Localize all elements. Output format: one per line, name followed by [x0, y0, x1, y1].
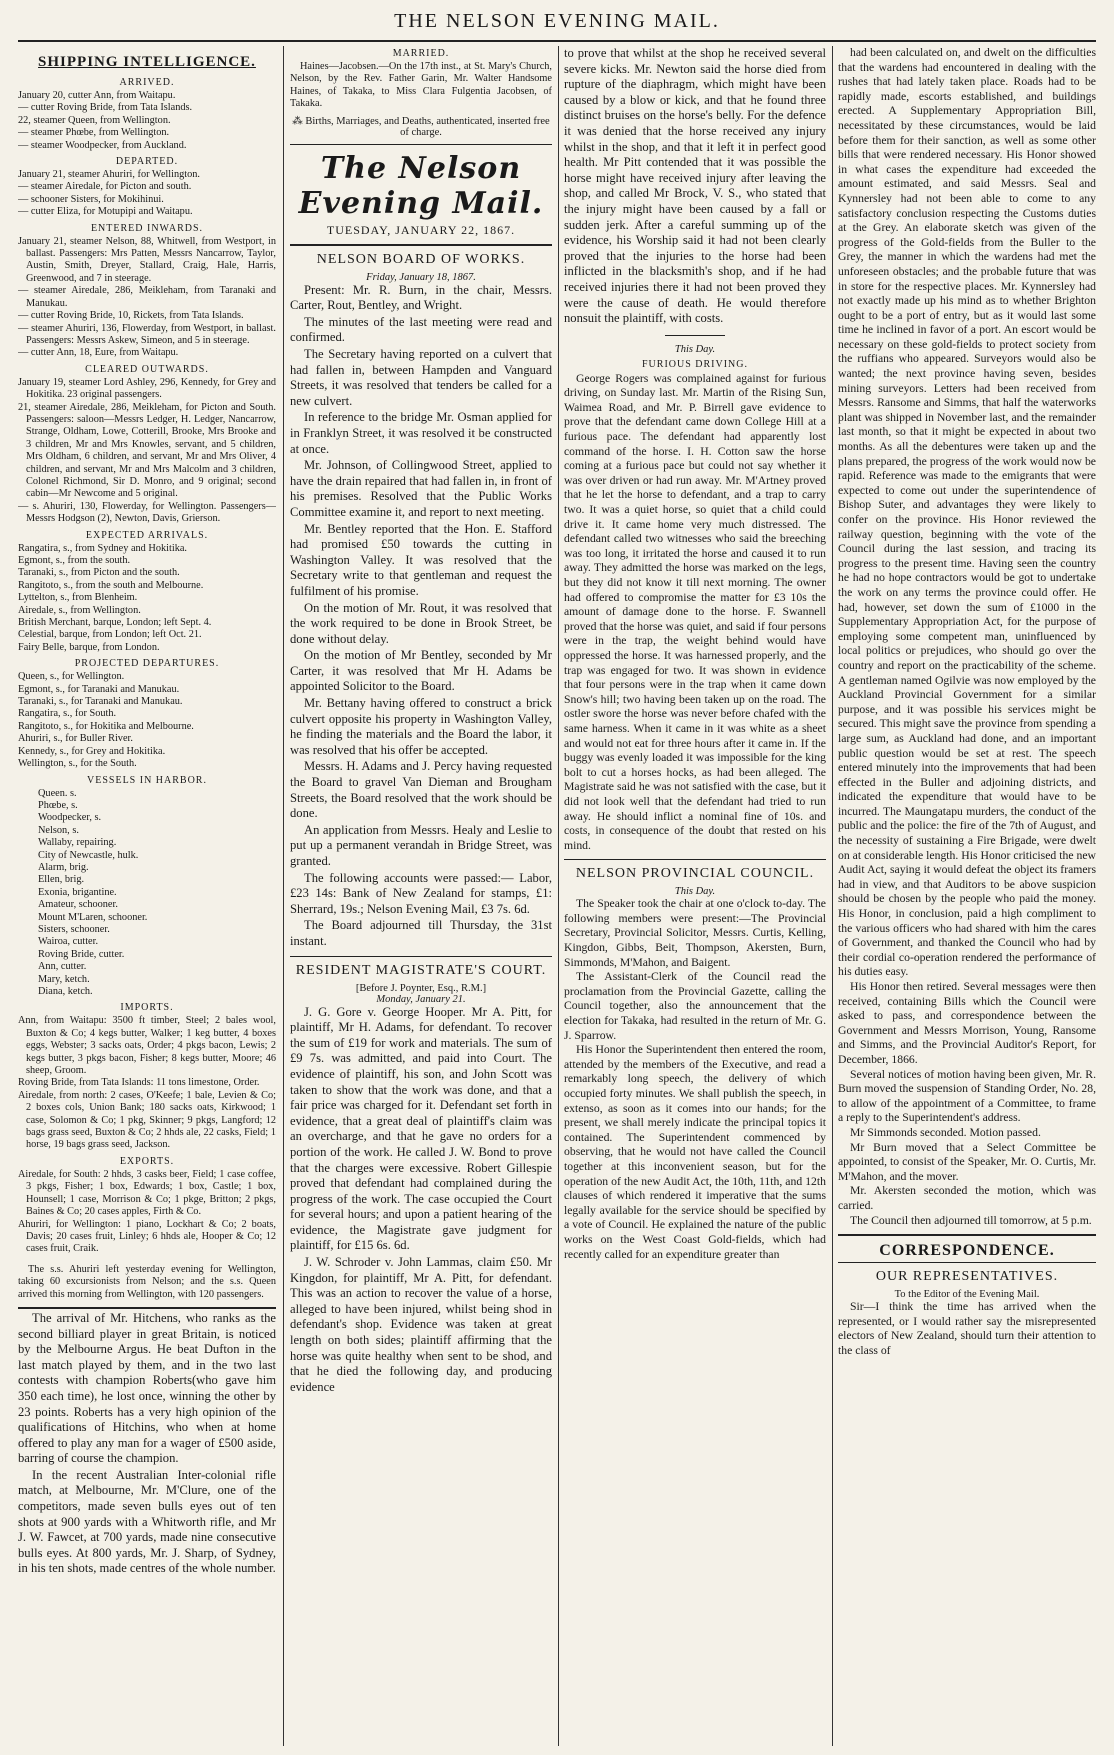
list-item: Queen, s., for Wellington.	[18, 671, 125, 683]
list-item: — cutter Roving Bride, 10, Rickets, from Tata Islands.	[18, 310, 244, 322]
expected-label: EXPECTED ARRIVALS.	[85, 529, 209, 541]
list-item: Wallaby, repairing.	[38, 837, 117, 849]
list-item: January 21, steamer Ahuriri, for Wellington.	[18, 169, 200, 181]
paragraph: Mr Burn moved that a Select Committee be appointed, to consist of the Speaker, Mr. O. Curtis, Mr. M'Mahon, and the mover.	[838, 1140, 1096, 1183]
paragraph: The Secretary having reported on a culvert that had fallen in, between Hampden and Vanguard Streets, it was resolved that tenders be called for a new culvert.	[290, 347, 552, 408]
list-item: Woodpecker, s.	[38, 812, 102, 824]
billiards-article	[18, 1311, 276, 1577]
paragraph: J. G. Gore v. George Hooper. Mr A. Pitt, for plaintiff, Mr H. Adams, for defendant. To recover the sum of £19 for work and materials. The sum of £9 7s. was admitted, and paid into Court. The evidence of plaintiff, his son, and John Scott was taken to show that the work was done, and that a fair price was charged for it. Defendant set forth in evidence, that a great deal of plaintiff's claim was an overcharge, and that he gave no orders for a portion of the work. He called J. W. Bond to prove that the charges were excessive. Robert Gillespie proved that defendant had complained during the progress of the work. The case occupied the Court for several hours; and upon a patient hearing of the evidence, the Magistrate gave judgment for plaintiff, for £15 6s. 6d.	[290, 1004, 552, 1253]
list-item: Wellington, s., for the South.	[18, 758, 137, 770]
this-day-label: This Day.	[674, 343, 716, 355]
departed-list	[18, 169, 276, 219]
list-item: Mount M'Laren, schooner.	[38, 911, 148, 923]
list-item: Roving Bride, from Tata Islands: 11 tons limestone, Order.	[18, 1077, 260, 1089]
harbor-list	[18, 788, 276, 999]
list-item: Airedale, for South: 2 hhds, 3 casks beer, Field; 1 case coffee, 3 pkgs, Fisher; 1 box, Edwards; 1 box, Castle; 1 box, Hounsell; 1 case, Morrison & Co; 1 pkge, Britton; 2 pkgs, Baines & Co; 20 cases apples, Firth & Co.	[18, 1168, 276, 1218]
list-item: — steamer Woodpecker, from Auckland.	[18, 139, 187, 151]
list-item: Rangatira, s., from Sydney and Hokitika.	[18, 542, 188, 554]
departed-label: DEPARTED.	[115, 156, 179, 168]
column-divider	[283, 46, 284, 1746]
list-item: Alarm, brig.	[38, 861, 89, 873]
divider	[290, 144, 552, 145]
paragraph: Several notices of motion having been given, Mr. R. Burn moved the suspension of Standing Order, No. 28, to allow of the appointment of a Committee, to frame a reply to the Superintendent's address.	[838, 1067, 1096, 1125]
imports-list	[18, 1015, 276, 1151]
column-divider	[832, 46, 833, 1746]
list-item: Egmont, s., for Taranaki and Manukau.	[18, 683, 180, 695]
list-item: Fairy Belle, barque, from London.	[18, 641, 160, 653]
paragraph: His Honor then retired. Several messages were then received, containing Bills which the Council were asked to pass, and correspondence between the Government and Messrs Morrison, Young, Ransome and Simms, and the Provincial Auditor's Report, for December, 1866.	[838, 980, 1096, 1066]
list-item: Taranaki, s., for Taranaki and Manukau.	[18, 696, 183, 708]
list-item: Ahuriri, s., for Buller River.	[18, 733, 133, 745]
cleared-label: CLEARED OUTWARDS.	[85, 363, 209, 375]
list-item: Rangitoto, s., from the south and Melbourne.	[18, 579, 204, 591]
list-item: — steamer Ahuriri, 136, Flowerday, from Westport, in ballast. Passengers: Messrs Askew, Simeon, and 5 in steerage.	[18, 322, 276, 346]
paragraph: On the motion of Mr. Rout, it was resolved that the work required to be done in Brook Street, be done without delay.	[290, 600, 552, 646]
list-item: Amateur, schooner.	[38, 899, 118, 911]
list-item: Airedale, s., from Wellington.	[18, 604, 141, 616]
paragraph: Present: Mr. R. Burn, in the chair, Messrs. Carter, Rout, Bentley, and Wright.	[290, 282, 552, 313]
council-day: This Day.	[674, 886, 716, 898]
divider	[838, 1234, 1096, 1236]
list-item: — steamer Airedale, 286, Meikleham, from Taranaki and Manukau.	[18, 285, 276, 309]
list-item: — cutter Ann, 18, Eure, from Waitapu.	[18, 347, 179, 359]
council-continued	[838, 46, 1096, 1228]
list-item: January 19, steamer Lord Ashley, 296, Kennedy, for Grey and Hokitika. 23 original passengers.	[18, 376, 276, 401]
list-item: Roving Bride, cutter.	[38, 948, 125, 960]
list-item: Airedale, from north: 2 cases, O'Keefe; 1 bale, Levien & Co; 2 boxes cols, Union Bank; 180 sacks oats, Kirkwood; 1 case, Solomon & Co; 1 pkg, Skinner; 9 pkgs, Langford; 12 bags grass seed, Buxton & Co; 2 hhds ale, 22 casks, Field; 1 horse, 19 bags grass seed, Jackson.	[18, 1089, 276, 1151]
correspondence-addressee: To the Editor of the Evening Mail.	[894, 1289, 1040, 1301]
paragraph: The following accounts were passed:— Labor, £23 14s: Bank of New Zealand for stamps, £1: Sherrard, 19s.; Nelson Evening Mail, £3 7s. 6d.	[290, 870, 552, 916]
arrived-label: ARRIVED.	[119, 77, 175, 88]
list-item: Ann, from Waitapu: 3500 ft timber, Steel; 2 bales wool, Buxton & Co; 4 kegs butter, Walker; 1 keg butter, 4 boxes eggs, Webster; 3 sacks oats, Order; 4 pkgs bacon, Lewis; 2 kegs butter, 3 pkgs bacon, Fisher; 8 kegs butter, Moore; 46 sheep, Groom.	[18, 1015, 276, 1077]
divider	[838, 1262, 1096, 1263]
column-3	[564, 46, 826, 1746]
paragraph: His Honor the Superintendent then entered the room, attended by the members of the Executive, and read a remarkably long speech, the delivery of which occupied forty minutes. We shall publish the speech, in extenso, as soon as it comes into our hands; for the present, we shall merely indicate the principal topics it contained. The Superintendent commenced by observing, that he would not have called the Council together at this inconvenient season, but for the operation of the new Audit Act, the 10th, 11th, and 12th clauses of which rendered it imperative that the sums legally available for the service should be specified by a vote of Council. He explained the nature of the public works on the West Coast Gold-fields, which had recently called for an expenditure greater than	[564, 1043, 826, 1261]
paragraph: Mr. Johnson, of Collingwood Street, applied to have the drain repaired that had fallen in, in front of his premises. Resolved that the Public Works Committee examine it, and report to next meeting.	[290, 458, 552, 519]
column-4	[838, 46, 1096, 1746]
list-item: Taranaki, s., from Picton and the south.	[18, 567, 180, 579]
list-item: Celestial, barque, from London; left Oct. 21.	[18, 629, 202, 641]
correspondence-title: CORRESPONDENCE.	[879, 1242, 1055, 1260]
list-item: Diana, ketch.	[38, 986, 93, 997]
paragraph: An application from Messrs. Healy and Leslie to put up a permanent verandah in Bridge Street, was granted.	[290, 822, 552, 868]
paper-title: The Nelson Evening Mail.	[298, 150, 544, 221]
column-1	[18, 46, 276, 1746]
list-item: — schooner Sisters, for Mokihinui.	[18, 193, 164, 205]
column-divider	[558, 46, 559, 1746]
list-item: — s. Ahuriri, 130, Flowerday, for Wellington. Passengers—Messrs Hodgson (2), Newton, Davis, Grierson.	[18, 500, 276, 525]
paragraph: The Speaker took the chair at one o'clock to-day. The following members were present:—The Provincial Secretary, Provincial Solicitor, Messrs. Curtis, Kelling, Kingdon, Gibbs, Beit, Thompson, Akersten, Burn, Simmonds, M'Mahon, and Baigent.	[564, 897, 826, 969]
shipping-title: SHIPPING INTELLIGENCE.	[38, 54, 256, 70]
furious-title: FURIOUS DRIVING.	[641, 358, 748, 370]
paragraph: The Council then adjourned till tomorrow, at 5 p.m.	[850, 1213, 1092, 1227]
married-notice: ⁂ Births, Marriages, and Deaths, authenticated, inserted free of charge.	[292, 115, 550, 138]
list-item: — steamer Phœbe, from Wellington.	[18, 127, 170, 139]
paragraph: In reference to the bridge Mr. Osman applied for in Franklyn Street, it was resolved it be constructed at once.	[290, 410, 552, 456]
court-article	[290, 1005, 552, 1396]
arrived-list	[18, 90, 276, 152]
exports-list	[18, 1169, 276, 1256]
exports-label: EXPORTS.	[119, 1155, 175, 1167]
married-text: Haines—Jacobsen.—On the 17th inst., at St. Mary's Church, Nelson, by the Rev. Father Garin, Mr. Walter Handsome Haines, of Takaka, to Miss Clara Fulgentia Jacobsen, of Takaka.	[290, 61, 552, 110]
list-item: Phœbe, s.	[38, 799, 78, 811]
entered-list	[18, 236, 276, 360]
court-before: [Before J. Poynter, Esq., R.M.]	[355, 982, 487, 994]
court-continued: to prove that whilst at the shop he received several severe kicks. Mr. Newton said the horse died from rupture of the diaphragm, which might have been caused by a blow or kick, and that he found three distinct bruises on the horse's belly. For the defence it was denied that the horse received any injury whilst in the shop, and that it left it in perfect good health. Mr Pitt contended that it was possible the horse might have received injury after leaving the shop, and called Mr Brock, V. S., who stated that the injury might have been caused by a fall or sudden jerk. After a careful summing up of the evidence, his Worship said it had not been clearly proved that the injuries to the horse had been inflicted in the blacksmith's shop, and if he had received injuries there it had not been proved they were the cause of death. He would therefore nonsuit the plaintiff, with costs.	[564, 46, 826, 326]
list-item: Exonia, brigantine.	[38, 886, 117, 898]
list-item: 21, steamer Airedale, 286, Meikleham, for Picton and South. Passengers: saloon—Messrs Ledger, H. Ledger, Nancarrow, Strange, Oldham, Lowe, Cotterill, Brooke, Mrs Brooke and 3 children, Mr and Mrs Knowles, servant, and 5 children, Mrs Oldham, 6 children, and servant, Mr and Mrs Oliver, 4 children, and servant, Mr and Mrs Malcolm and 3 children, Colonel Richmond, Sir D. Monro, and 9 original; second cabin—Mr Newcome and 5 original.	[18, 401, 276, 500]
shipping-note: The s.s. Ahuriri left yesterday evening for Wellington, taking 60 excursionists from Nelson; and the s.s. Queen arrived this morning from Wellington, with 120 passengers.	[18, 1263, 276, 1300]
list-item: Sisters, schooner.	[38, 923, 110, 935]
list-item: Rangitoto, s., for Hokitika and Melbourne.	[18, 720, 194, 732]
divider	[564, 859, 826, 860]
divider	[290, 956, 552, 957]
expected-list	[18, 543, 276, 655]
entered-label: ENTERED INWARDS.	[90, 222, 204, 234]
paragraph: The Board adjourned till Thursday, the 31st instant.	[290, 918, 552, 948]
divider	[665, 335, 725, 336]
furious-article: George Rogers was complained against for furious driving, on Sunday last. Mr. Martin of the Rising Sun, Waimea Road, and Mr. P. Birrell gave evidence to prove that the defendant came down College Hill at a furious pace. The defendant had apparently lost command of the horse. I. H. Cotton saw the horse coming at a furious pace but could not say whether it was over driven or had run away. Mr. M'Artney proved that he let the horse to defendant, and a trap to carry two. It was a quiet horse, so quiet that a child could drive it. It came home very much distressed. The defendant called two witnesses who said the breeching was too long, it irritated the horse and caused it to run away. They admitted the horse was marked on the legs, but they did not know it till next morning. The owner had offered to compromise the matter for £3 10s the amount of damage done to the horse. F. Swannell proved that the horse was quiet, and said if four persons were in the trap, the weight behind would have oppressed the horse. It was harnessed properly, and the trap was engaged for two. It was shown in evidence that four persons were in the trap when it came down Snow's hill; two having been taken up on the road. The ostler swore the horse was never before chafed with the same harness. When it came in it was white as a sheet and would not eat for three hours after it came in. If the buggy was evenly loaded it was impossible for the king bolt to cut a horses hocks, as had been alleged. The Magistrate said he was not satisfied with the case, but it did not look well that the defendant had tried to run away. He should inflict a nominal fine of 10s. and costs, in consequence of the doubt that rested on his mind.	[564, 371, 826, 852]
list-item: — steamer Airedale, for Picton and south.	[18, 181, 192, 193]
list-item: Egmont, s., from the south.	[18, 555, 131, 566]
court-dateline: Monday, January 21.	[376, 993, 466, 1005]
imports-label: IMPORTS.	[120, 1002, 174, 1014]
paragraph: The minutes of the last meeting were read and confirmed.	[290, 314, 552, 345]
board-dateline: Friday, January 18, 1867.	[366, 271, 476, 283]
paragraph: J. W. Schroder v. John Lammas, claim £50. Mr Kingdon, for plaintiff, Mr A. Pitt, for defendant. This was an action to recover the value of a horse, alleged to have been injured, whilst being shod in defendant's shop. Evidence was taken at great length on both sides; plaintiff affirming that the horse was quite healthy when sent to be shod, and that he died the following day, and producing evidence	[290, 1255, 552, 1394]
paragraph: In the recent Australian Inter-colonial rifle match, at Melbourne, Mr. M'Clure, one of the competitors, made seven bulls eyes out of ten shots at 900 yards with a Whitworth rifle, and Mr J. W. Fawcet, at 700 yards, made nine consecutive bulls eyes. At 800 yards, Mr. J. Sharp, of Sydney, in his ten shots, made centres of the whole number.	[18, 1467, 276, 1576]
list-item: Ahuriri, for Wellington: 1 piano, Lockhart & Co; 2 boats, Davis; 20 cases fruit, Linley; 6 hhds ale, Hooper & Co; 12 cases fruit, Craik.	[18, 1218, 276, 1255]
list-item: Kennedy, s., for Grey and Hokitika.	[18, 745, 166, 757]
council-article	[564, 897, 826, 1262]
board-article	[290, 283, 552, 950]
paragraph: The Assistant-Clerk of the Council read the proclamation from the Provincial Gazette, calling the Council together, also the announcement that the election for Takaka, had resulted in the return of Mr. G. J. Sparrow.	[564, 970, 826, 1042]
paragraph: Mr. Bentley reported that the Hon. E. Stafford had promised £50 towards the cutting in Washington Valley. It was resolved that the Secretary write to that gentleman and request the fulfilment of his promise.	[290, 521, 552, 598]
paper-date: TUESDAY, JANUARY 22, 1867.	[326, 222, 516, 237]
correspondence-letter: Sir—I think the time has arrived when the represented, or I would rather say the misrepresented electors of New Zealand, should turn their attention to the class of	[838, 1300, 1096, 1357]
list-item: Wairoa, cutter.	[38, 936, 99, 948]
harbor-label: VESSELS IN HARBOR.	[87, 774, 207, 786]
board-title: NELSON BOARD OF WORKS.	[316, 251, 526, 267]
list-item: Ann, cutter.	[38, 961, 87, 973]
list-item: January 20, cutter Ann, from Waitapu.	[18, 90, 176, 101]
list-item: 22, steamer Queen, from Wellington.	[18, 114, 171, 126]
paragraph: The arrival of Mr. Hitchens, who ranks as the second billiard player in great Britain, is noticed by the Melbourne Argus. He beat Dufton in the last match played by them, and in the two last contests with champion Roberts(who gave him 350 each time), he lost once, winning the other by 23 points. Roberts has a very high opinion of the qualifications of Hitchins, who when at home offered to play any man for a wager of £500 aside, barring of course the champion.	[18, 1310, 276, 1466]
masthead: THE NELSON EVENING MAIL.	[394, 10, 720, 32]
court-title: RESIDENT MAGISTRATE'S COURT.	[295, 962, 547, 978]
list-item: — cutter Roving Bride, from Tata Islands.	[18, 102, 193, 114]
projected-list	[18, 671, 276, 770]
paragraph: On the motion of Mr Bentley, seconded by Mr Carter, it was resolved that Mr H. Adams be appointed Solicitor to the Board.	[290, 648, 552, 694]
list-item: Mary, ketch.	[38, 973, 90, 985]
list-item: Lyttelton, s., from Blenheim.	[18, 592, 138, 604]
council-title: NELSON PROVINCIAL COUNCIL.	[575, 866, 815, 882]
list-item: January 21, steamer Nelson, 88, Whitwell, from Westport, in ballast. Passengers: Mrs Patten, Messrs Nancarrow, Taylor, Austin, Smith, Dreyer, Stallard, Craig, Hale, Harris, Greenwood, and 7 in steerage.	[18, 235, 276, 284]
projected-label: PROJECTED DEPARTURES.	[74, 658, 220, 670]
list-item: British Merchant, barque, London; left Sept. 4.	[18, 617, 212, 629]
paragraph: Mr. Bettany having offered to construct a brick culvert opposite his property in Washington Valley, he finding the materials and the Board the labor, it was resolved that his offer be accepted.	[290, 696, 552, 757]
list-item: — cutter Eliza, for Motupipi and Waitapu.	[18, 206, 193, 218]
paragraph: Messrs. H. Adams and J. Percy having requested the Board to gravel Van Dieman and Brougham Streets, the Board resolved that the work should be done.	[290, 759, 552, 821]
divider	[18, 1307, 276, 1309]
paragraph: Mr. Akersten seconded the motion, which was carried.	[838, 1184, 1096, 1212]
masthead-rule	[18, 40, 1096, 42]
list-item: Ellen, brig.	[38, 874, 85, 886]
column-2	[290, 46, 552, 1746]
cleared-list	[18, 377, 276, 526]
divider	[290, 244, 552, 246]
list-item: Queen. s.	[38, 787, 77, 799]
paragraph: had been calculated on, and dwelt on the difficulties that the wardens had encountered in dealing with the rushes that had lately taken place. Roads had to be rapidly made, escorts established, and buildings erected. A Supplementary Appropriation Bill, necessitated by these circumstances, would be laid before them for their sanction, as well as some other bills that were rendered necessary. His Honor showed in what cases the expenditure had exceeded the amount estimated, and said Messrs. Seal and Kynnersley had not been able to come to any satisfactory conclusion respecting the Customs duties at the Grey. An elaborate sketch was given of the progress of the Gold-fields from the Buller to the Grey, the manner in which the wardens had met the unforeseen obstacles; and the probable future that was in store for the respective places. Mr. Kynnersley had not exactly made up his mind as to whether Brighton ought to be a port of entry, but as it would last some time he inclined in favor of a port. An escort would be necessary on these gold-fields to protect society from the ruffians who appeared. Surveyors would also be wanted; the next province having seven, besides mining surveyors. Letters had been received from Messrs. Ransome and Simms, that half the waterworks plant was shipped in November last, and the remainder last month, so that it might be expected in about two months. As all the debentures were taken up and the plans prepared, the progress of the work would now be rapid. Reference was made to the emigrants that were expected to come out under the superintendence of Bishop Suter, and advantages they were likely to confer on the province. His Honor reviewed the railway question, beginning with the vote of the Council during the last session, and tracing its progress to the present time. Having seen the country he had no hope contractors would be got to undertake the work on any terms the province could offer. He had, however, set down the sum of £1000 in the Supplementary Appropriation Act, for the purpose of employing some competent man, uninfluenced by local politics or prejudices, who should go over the country and report on the practicability of the scheme. A gentleman named Ogilvie was now employed by the Auckland Provincial Government for a similar purpose, and it was possible his services might be secured. This might save the province from spending a large sum, as Auckland had done, and an important public question would be set at rest. The speech entered minutely into the improvements that had been effected in the Buller and adjoining districts, and indicated the expenditure that would have to be incurred. The Maungatapu murders, the conduct of the public and the police: the fire of the 7th of August, and the necessity of sustaining a Fire Brigade, were dwelt on at considerable length. His Honor criticised the new Audit Act, saying it would defeat the object its framers had in view, and that Auditors to be above suspicion should be chosen by the people who paid the money. His Honor, in conclusion, paid a high compliment to the various officers who had shared with him the cares of Government, and thanked the Council who had by their cordial co-operation rendered the performance of his duties easy.	[838, 46, 1096, 979]
correspondence-subtitle: OUR REPRESENTATIVES.	[875, 1269, 1059, 1285]
list-item: Nelson, s.	[38, 824, 79, 836]
list-item: City of Newcastle, hulk.	[38, 849, 139, 861]
married-label: MARRIED.	[392, 48, 450, 59]
list-item: Rangatira, s., for South.	[18, 708, 117, 720]
paragraph: Mr Simmonds seconded. Motion passed.	[850, 1125, 1041, 1139]
